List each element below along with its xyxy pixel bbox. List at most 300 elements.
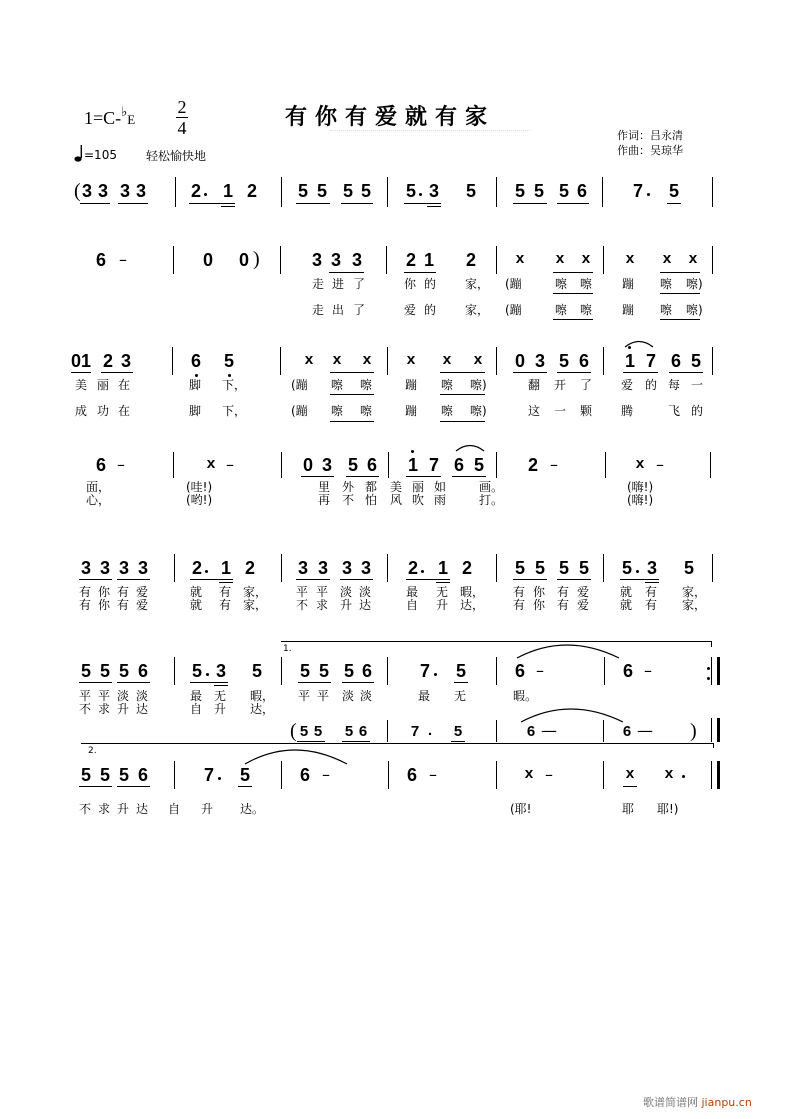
- lyric: 有: [557, 598, 570, 612]
- dot: [682, 775, 685, 778]
- lyric: 蹦: [622, 277, 635, 291]
- underline-beam: [557, 372, 591, 373]
- note: 5: [342, 181, 353, 201]
- dot: [228, 374, 231, 377]
- lyric: 就: [190, 598, 203, 612]
- lyric: 无: [436, 585, 449, 599]
- underline-beam: [118, 203, 148, 204]
- percussion-note: 5: [344, 723, 354, 740]
- bar-line: [605, 452, 606, 478]
- note: 5: [297, 181, 308, 201]
- note: 2: [244, 558, 255, 578]
- final-barline: [711, 761, 720, 789]
- lyric: 的: [691, 404, 704, 418]
- extension-dash: –: [644, 661, 652, 680]
- dot: [707, 667, 710, 670]
- bar-line: [496, 347, 497, 375]
- lyric: 翻: [528, 378, 541, 392]
- note: 6: [137, 765, 148, 785]
- slur-icon: [455, 442, 485, 452]
- lyric: 嚓: [441, 404, 454, 418]
- underline-beam: [71, 372, 91, 373]
- percussion-note: x: [442, 352, 452, 369]
- lyric: 嚓: [555, 303, 568, 317]
- lyric: 有: [513, 598, 526, 612]
- note: 3: [330, 250, 341, 270]
- lyric: (哟!): [186, 493, 213, 507]
- percussion-note: 5: [299, 723, 309, 740]
- note: 6: [190, 351, 201, 371]
- lyric: 升: [214, 702, 227, 716]
- underline-beam: [296, 579, 330, 580]
- note: 5: [251, 661, 262, 681]
- lyric: 嚓: [331, 404, 344, 418]
- bar-line: [281, 761, 282, 789]
- note: 5: [239, 765, 250, 785]
- lyric: 自: [190, 702, 203, 716]
- tie-icon: [244, 744, 348, 766]
- lyric: 进: [332, 277, 345, 291]
- note: 3: [215, 661, 226, 681]
- bar-line: [173, 452, 174, 478]
- underline-beam: [190, 682, 228, 683]
- lyric: 这: [528, 404, 541, 418]
- note: 6: [95, 455, 106, 475]
- note: 5: [80, 661, 91, 681]
- lyric: 再: [318, 493, 331, 507]
- lyric: 爱: [404, 303, 417, 317]
- underline-beam: [513, 372, 547, 373]
- percussion-note: x: [524, 766, 534, 783]
- underline-beam: [117, 786, 150, 787]
- lyric: 求: [98, 702, 111, 716]
- note: 5: [191, 661, 202, 681]
- lyric: 不: [296, 598, 309, 612]
- lyric: 蹦: [405, 378, 418, 392]
- underline-beam: [669, 372, 703, 373]
- bar-line: [603, 246, 604, 274]
- note: 5: [316, 181, 327, 201]
- lyric: 腾: [621, 404, 634, 418]
- lyric: 有: [513, 585, 526, 599]
- lyric: 有: [117, 598, 130, 612]
- note: 5: [621, 558, 632, 578]
- note: 3: [119, 181, 130, 201]
- underline-beam: [623, 372, 658, 373]
- underline-beam: [557, 579, 591, 580]
- lyric: 爱: [577, 585, 590, 599]
- note: 5: [668, 181, 679, 201]
- song-title: 有你有爱就有家: [285, 104, 496, 130]
- dot: [204, 193, 207, 196]
- percussion-note: x: [662, 251, 672, 268]
- note: 1: [437, 558, 448, 578]
- note: 01: [71, 351, 92, 371]
- bar-line: [603, 347, 604, 375]
- note: 6: [366, 455, 377, 475]
- lyric: 如: [434, 480, 447, 494]
- percussion-note: x: [406, 352, 416, 369]
- bar-line: [387, 177, 388, 207]
- bar-line: [174, 761, 175, 789]
- note: 5: [578, 558, 589, 578]
- dot: [411, 450, 414, 453]
- bar-line: [173, 246, 174, 274]
- extension-dash: –: [117, 455, 125, 474]
- lyric: 平: [316, 585, 329, 599]
- lyric: 有: [79, 585, 92, 599]
- note: 6: [578, 351, 589, 371]
- extension-dash: –: [322, 765, 330, 784]
- underline-beam: [298, 682, 331, 683]
- underline-beam: [406, 476, 441, 477]
- lyric: 爱: [621, 378, 634, 392]
- percussion-note: x: [664, 766, 674, 783]
- lyric: 淡: [340, 585, 353, 599]
- note: 2: [191, 558, 202, 578]
- underline-beam: [436, 582, 450, 583]
- lyric: 颗: [580, 404, 593, 418]
- note: 1: [222, 181, 233, 201]
- lyric: 淡: [360, 689, 373, 703]
- underline-beam: [214, 685, 228, 686]
- note: 6: [576, 181, 587, 201]
- lyric: (嗨!): [627, 480, 654, 494]
- extension-dash: –: [536, 661, 544, 680]
- percussion-note: x: [555, 251, 565, 268]
- lyric: 升: [117, 702, 130, 716]
- lyric: 功: [97, 404, 110, 418]
- lyric: 就: [190, 585, 203, 599]
- note: 6: [514, 661, 525, 681]
- lyric: 无: [214, 689, 227, 703]
- lyric: 达: [136, 802, 149, 816]
- dot: [419, 193, 422, 196]
- underline-beam: [117, 579, 150, 580]
- note: 6: [670, 351, 681, 371]
- lyric: 最: [418, 689, 431, 703]
- underline-beam: [660, 272, 700, 273]
- bar-line: [712, 177, 713, 207]
- note: 5: [299, 661, 310, 681]
- bar-line: [175, 177, 176, 207]
- bar-line: [496, 761, 497, 789]
- lyric: (蹦: [505, 277, 522, 291]
- underline-beam: [513, 203, 547, 204]
- extension-dash: —: [541, 721, 557, 740]
- underline-beam: [340, 579, 373, 580]
- lyric: 达: [136, 702, 149, 716]
- bar-line: [496, 177, 497, 207]
- dot: [636, 570, 639, 573]
- note: 6: [406, 765, 417, 785]
- note: 5: [360, 181, 371, 201]
- underline-beam: [404, 203, 441, 204]
- lyric: 开: [554, 378, 567, 392]
- underline-beam: [342, 682, 374, 683]
- note: 5: [343, 661, 354, 681]
- underline-beam: [330, 421, 374, 422]
- parenthesis: ): [253, 248, 260, 270]
- underline-beam: [238, 786, 252, 787]
- lyric: 爱: [577, 598, 590, 612]
- lyric: 嚓: [441, 378, 454, 392]
- underline-beam: [346, 476, 379, 477]
- bar-line: [174, 657, 175, 685]
- lyric: 丽: [97, 378, 110, 392]
- bar-line: [172, 347, 173, 375]
- note: 7: [645, 351, 656, 371]
- underline-beam: [80, 203, 110, 204]
- note: 0: [514, 351, 525, 371]
- underline-beam: [440, 394, 485, 395]
- underline-beam: [219, 582, 233, 583]
- lyric: 达: [359, 598, 372, 612]
- lyric: (蹦: [291, 404, 308, 418]
- lyric: 你: [98, 598, 111, 612]
- tie-icon: [516, 640, 620, 660]
- note: 2: [190, 181, 201, 201]
- lyric: 成: [75, 404, 88, 418]
- extension-dash: –: [226, 455, 234, 474]
- lyric: 升: [436, 598, 449, 612]
- lyric: 有: [117, 585, 130, 599]
- lyric: 有: [219, 598, 232, 612]
- bar-line: [713, 743, 714, 748]
- underline-beam: [342, 741, 370, 742]
- underline-beam: [79, 786, 112, 787]
- dot: [707, 677, 710, 680]
- lyric: 嚓: [660, 303, 673, 317]
- percussion-note: x: [362, 352, 372, 369]
- lyricist: 作词：吕永清: [617, 129, 683, 142]
- note: 5: [99, 765, 110, 785]
- note: 3: [81, 181, 92, 201]
- lyric: 了: [353, 277, 366, 291]
- lyric: 美: [75, 378, 88, 392]
- note: 6: [95, 250, 106, 270]
- underline-beam: [454, 682, 468, 683]
- bar-line: [496, 452, 497, 478]
- note: 1: [220, 558, 231, 578]
- note: 2: [465, 250, 476, 270]
- note: 5: [534, 558, 545, 578]
- dot: [647, 193, 650, 196]
- note: 2: [527, 455, 538, 475]
- lyric: 升: [117, 802, 130, 816]
- bar-line: [496, 554, 497, 582]
- underline-beam: [645, 582, 659, 583]
- lyric: 里: [318, 480, 331, 494]
- percussion-note: x: [581, 251, 591, 268]
- note: 5: [118, 765, 129, 785]
- note: 3: [317, 558, 328, 578]
- lyric: 有: [645, 585, 658, 599]
- parenthesis: (: [74, 180, 81, 202]
- extension-dash: –: [656, 455, 664, 474]
- lyric: 的: [645, 378, 658, 392]
- bar-line: [388, 761, 389, 789]
- lyric: 自: [168, 802, 181, 816]
- lyric: 一: [691, 378, 704, 392]
- lyric: 的: [424, 277, 437, 291]
- lyric: 平: [298, 689, 311, 703]
- repeat-end-barline: [711, 657, 720, 685]
- lyric: 平: [79, 689, 92, 703]
- note: 3: [120, 351, 131, 371]
- underline-beam: [660, 293, 700, 294]
- lyric: 在: [118, 378, 131, 392]
- percussion-note: 6: [358, 723, 368, 740]
- lyric: 最: [190, 689, 203, 703]
- bar-line: [710, 452, 711, 478]
- key-signature: 1=C-♭E: [84, 104, 136, 128]
- bar-line: [603, 554, 604, 582]
- note: 5: [558, 558, 569, 578]
- percussion-note: x: [688, 251, 698, 268]
- lyric: 暇。: [513, 689, 538, 703]
- bar-line: [602, 177, 603, 207]
- note: 1: [423, 250, 434, 270]
- lyric: 出: [332, 303, 345, 317]
- bar-line: [387, 720, 388, 742]
- note: 5: [690, 351, 701, 371]
- lyric: 一: [554, 404, 567, 418]
- bar-line: [603, 720, 604, 742]
- note: 5: [405, 181, 416, 201]
- lyric: 耶: [622, 802, 635, 816]
- bar-line: [388, 452, 389, 478]
- lyric: 暇，: [460, 585, 485, 599]
- bar-line: [496, 246, 497, 274]
- note: 1: [624, 351, 635, 371]
- percussion-note: x: [473, 352, 483, 369]
- extension-dash: –: [550, 455, 558, 474]
- note: 0: [202, 250, 213, 270]
- dot: [205, 570, 208, 573]
- underline-beam: [221, 206, 235, 207]
- underline-beam: [79, 682, 112, 683]
- lyric: 雨: [434, 493, 447, 507]
- underline-beam: [451, 741, 465, 742]
- underline-beam: [297, 741, 325, 742]
- note: 5: [80, 765, 91, 785]
- note: 2: [461, 558, 472, 578]
- bar-line: [281, 554, 282, 582]
- lyric: 在: [118, 404, 131, 418]
- lyric: 蹦: [405, 404, 418, 418]
- percussion-note: x: [515, 251, 525, 268]
- bar-line: [281, 177, 282, 207]
- lyric: 家，: [465, 303, 490, 317]
- extension-dash: –: [429, 765, 437, 784]
- underline-beam: [404, 272, 436, 273]
- watermark: 歌谱简谱网 jianpu.cn: [643, 1096, 752, 1109]
- lyric: 无: [454, 689, 467, 703]
- tie-icon: [520, 704, 624, 724]
- dot: [421, 570, 424, 573]
- extension-dash: —: [637, 721, 653, 740]
- underline-beam: [190, 579, 233, 580]
- note: 6: [137, 661, 148, 681]
- underline-beam: [553, 272, 593, 273]
- lyric: 脚: [189, 378, 202, 392]
- lyric: 有: [79, 598, 92, 612]
- note: 3: [311, 250, 322, 270]
- percussion-note: x: [635, 456, 645, 473]
- lyric: 面，: [86, 480, 111, 494]
- lyric: 嚓: [660, 277, 673, 291]
- lyric: (蹦: [291, 378, 308, 392]
- lyric: 达，: [460, 598, 485, 612]
- note: 5: [514, 558, 525, 578]
- percussion-note: x: [206, 456, 216, 473]
- lyric: 你: [533, 598, 546, 612]
- volta-2-label: 2.: [88, 746, 97, 756]
- lyric: 就: [620, 598, 633, 612]
- note: 5: [514, 181, 525, 201]
- percussion-note: x: [304, 352, 314, 369]
- volta-1-bracket: [281, 641, 711, 642]
- watermark-site: jianpu.cn: [701, 1096, 752, 1109]
- note: 5: [318, 661, 329, 681]
- bar-line: [386, 246, 387, 274]
- note: 7: [203, 765, 214, 785]
- underline-beam: [440, 372, 485, 373]
- bar-line: [387, 554, 388, 582]
- note: 5: [683, 558, 694, 578]
- bar-line: [496, 657, 497, 685]
- bar-line: [603, 761, 604, 789]
- underline-beam: [117, 682, 150, 683]
- lyric: 有: [645, 598, 658, 612]
- lyric: 你: [404, 277, 417, 291]
- lyric: 外: [342, 480, 355, 494]
- note: 3: [118, 558, 129, 578]
- dot: [218, 777, 221, 780]
- lyric: 脚: [189, 404, 202, 418]
- percussion-note: 6: [526, 723, 536, 740]
- lyric: 嚓: [580, 303, 593, 317]
- note: 2: [407, 558, 418, 578]
- underline-beam: [330, 394, 374, 395]
- lyric: 不: [79, 702, 92, 716]
- note: 3: [97, 181, 108, 201]
- percussion-note: x: [625, 251, 635, 268]
- lyric: 家，: [682, 598, 707, 612]
- note: 2: [102, 351, 113, 371]
- parenthesis: (: [290, 720, 297, 742]
- lyric: (耶!: [510, 802, 532, 816]
- bar-line: [712, 246, 713, 274]
- lyric: 的: [424, 303, 437, 317]
- volta-2-bracket: [81, 743, 714, 744]
- underline-beam: [330, 372, 374, 373]
- composer: 作曲：吴琼华: [617, 144, 683, 157]
- percussion-note: x: [625, 766, 635, 783]
- lyric: 都: [365, 480, 378, 494]
- lyric: 升: [340, 598, 353, 612]
- lyric: 淡: [342, 689, 355, 703]
- lyric: 风: [390, 493, 403, 507]
- note: 6: [299, 765, 310, 785]
- underline-beam: [620, 579, 659, 580]
- bar-line: [712, 554, 713, 582]
- lyric: 走: [312, 303, 325, 317]
- lyric: 淡: [359, 585, 372, 599]
- lyric: 暇，: [250, 689, 275, 703]
- note: 5: [465, 181, 476, 201]
